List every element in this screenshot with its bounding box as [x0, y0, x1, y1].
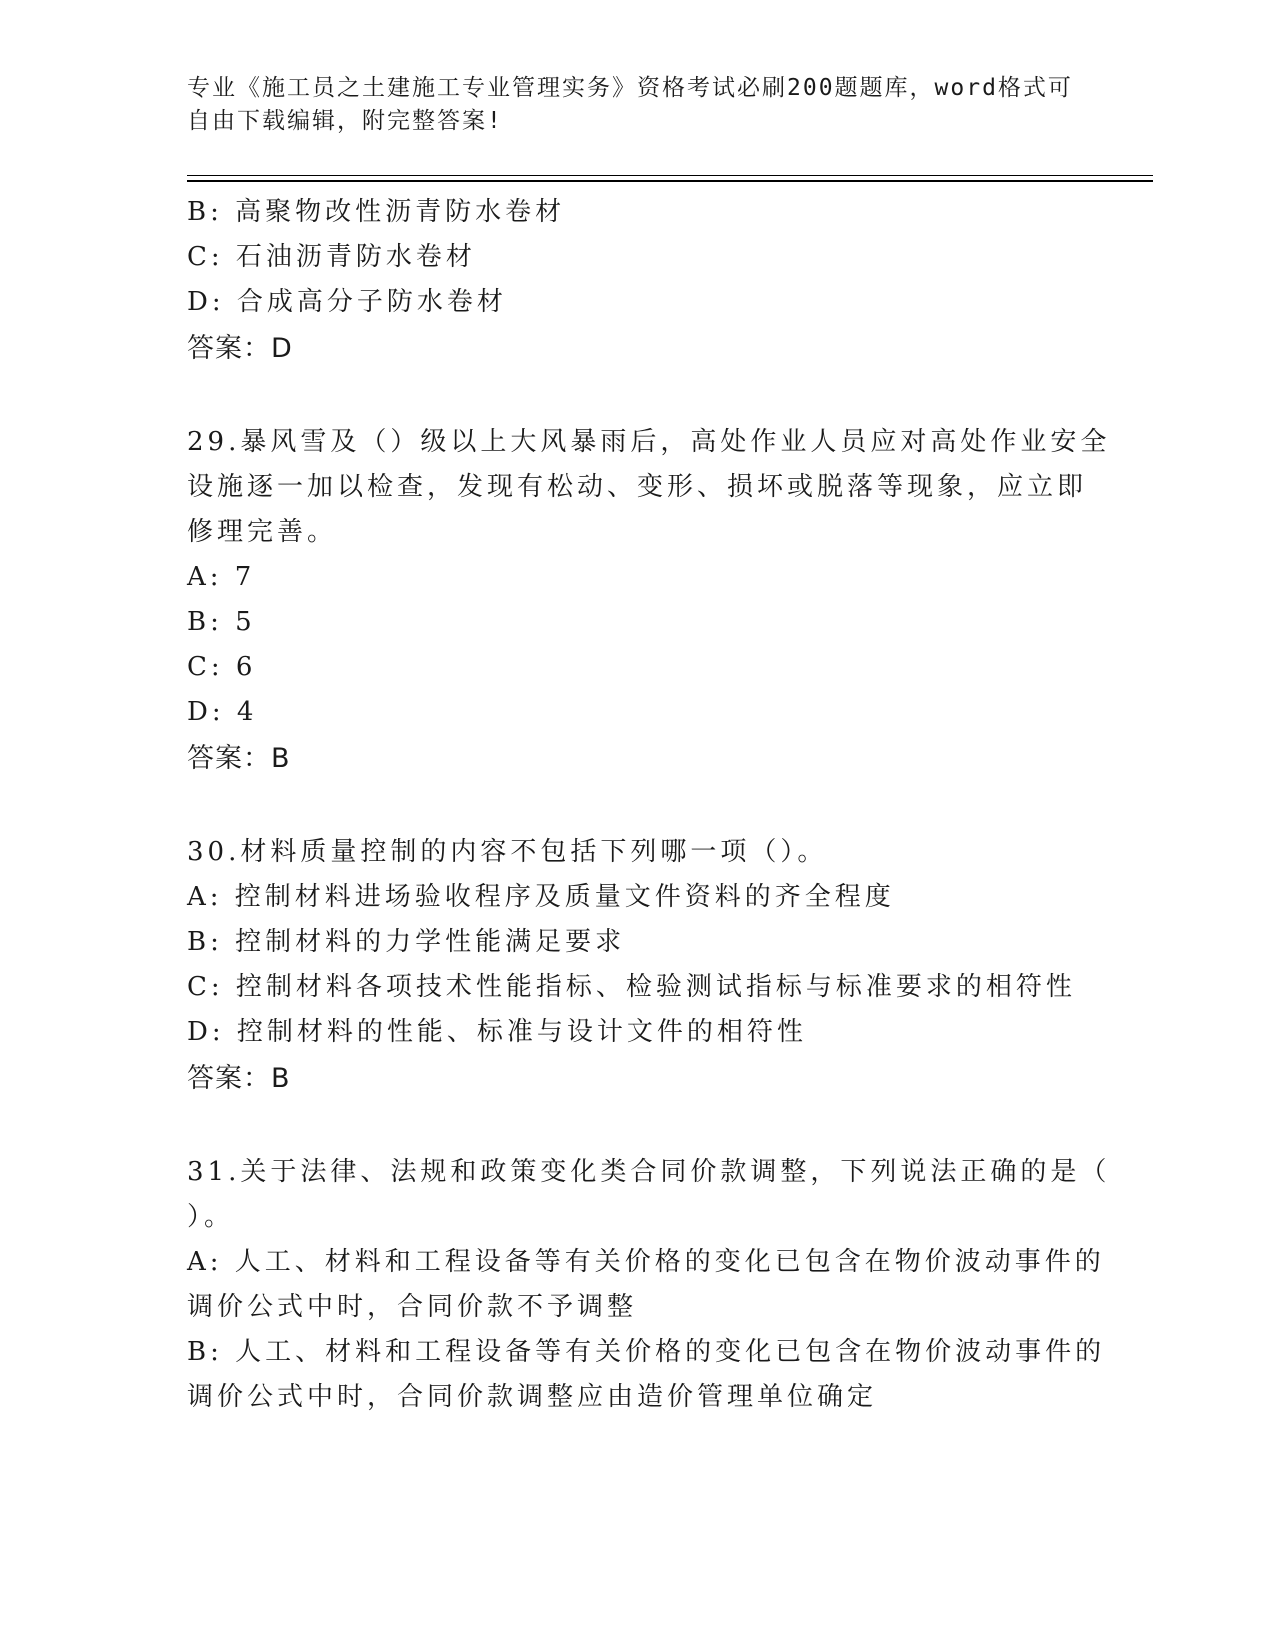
q29-answer: 答案：B — [187, 743, 291, 774]
q31-option-b-line-2: 调价公式中时，合同价款调整应由造价管理单位确定 — [187, 1382, 878, 1412]
q28-answer: 答案：D — [187, 333, 293, 364]
question-list — [187, 190, 1111, 1420]
q30-answer: 答案：B — [187, 1063, 291, 1094]
q29-stem-line-3: 修理完善。 — [187, 517, 338, 547]
header-divider-thick — [187, 180, 1153, 182]
header-title-line-2: 自由下载编辑，附完整答案! — [187, 108, 503, 134]
question-29 — [187, 420, 1111, 782]
q29-option-b: B: 5 — [187, 607, 256, 637]
q29-stem-line-1: 29.暴风雪及（）级以上大风暴雨后，高处作业人员应对高处作业安全 — [187, 427, 1111, 457]
q29-option-a: A: 7 — [187, 562, 256, 592]
q29-option-d: D: 4 — [187, 697, 258, 727]
spacer — [187, 1102, 1087, 1150]
question-31 — [187, 1150, 1111, 1420]
q30-option-c: C: 控制材料各项技术性能指标、检验测试指标与标准要求的相符性 — [187, 972, 1076, 1002]
q30-stem-line-1: 30.材料质量控制的内容不包括下列哪一项（）。 — [187, 837, 828, 867]
q31-option-a-line-1: A: 人工、材料和工程设备等有关价格的变化已包含在物价波动事件的 — [187, 1247, 1105, 1277]
q31-stem-line-2: ）。 — [187, 1202, 235, 1232]
q30-option-a: A: 控制材料进场验收程序及质量文件资料的齐全程度 — [187, 882, 895, 912]
document-header — [187, 72, 1073, 138]
q31-stem-line-1: 31.关于法律、法规和政策变化类合同价款调整，下列说法正确的是（ — [187, 1157, 1111, 1187]
q28-option-b: B: 高聚物改性沥青防水卷材 — [187, 197, 566, 227]
q31-option-b-line-1: B: 人工、材料和工程设备等有关价格的变化已包含在物价波动事件的 — [187, 1337, 1106, 1367]
spacer — [187, 782, 1087, 830]
q30-option-b: B: 控制材料的力学性能满足要求 — [187, 927, 626, 957]
spacer — [187, 372, 1087, 420]
question-30 — [187, 830, 1087, 1102]
q28-option-c: C: 石油沥青防水卷材 — [187, 242, 476, 272]
question-28 — [187, 190, 1087, 372]
q29-stem-line-2: 设施逐一加以检查，发现有松动、变形、损坏或脱落等现象，应立即 — [187, 472, 1088, 502]
q31-option-a-line-2: 调价公式中时，合同价款不予调整 — [187, 1292, 638, 1322]
q30-option-d: D: 控制材料的性能、标准与设计文件的相符性 — [187, 1017, 807, 1047]
header-divider-thin — [187, 175, 1153, 176]
header-title-line-1: 专业《施工员之土建施工专业管理实务》资格考试必刷200题题库，word格式可 — [187, 75, 1073, 101]
q29-option-c: C: 6 — [187, 652, 257, 682]
q28-option-d: D: 合成高分子防水卷材 — [187, 287, 507, 317]
